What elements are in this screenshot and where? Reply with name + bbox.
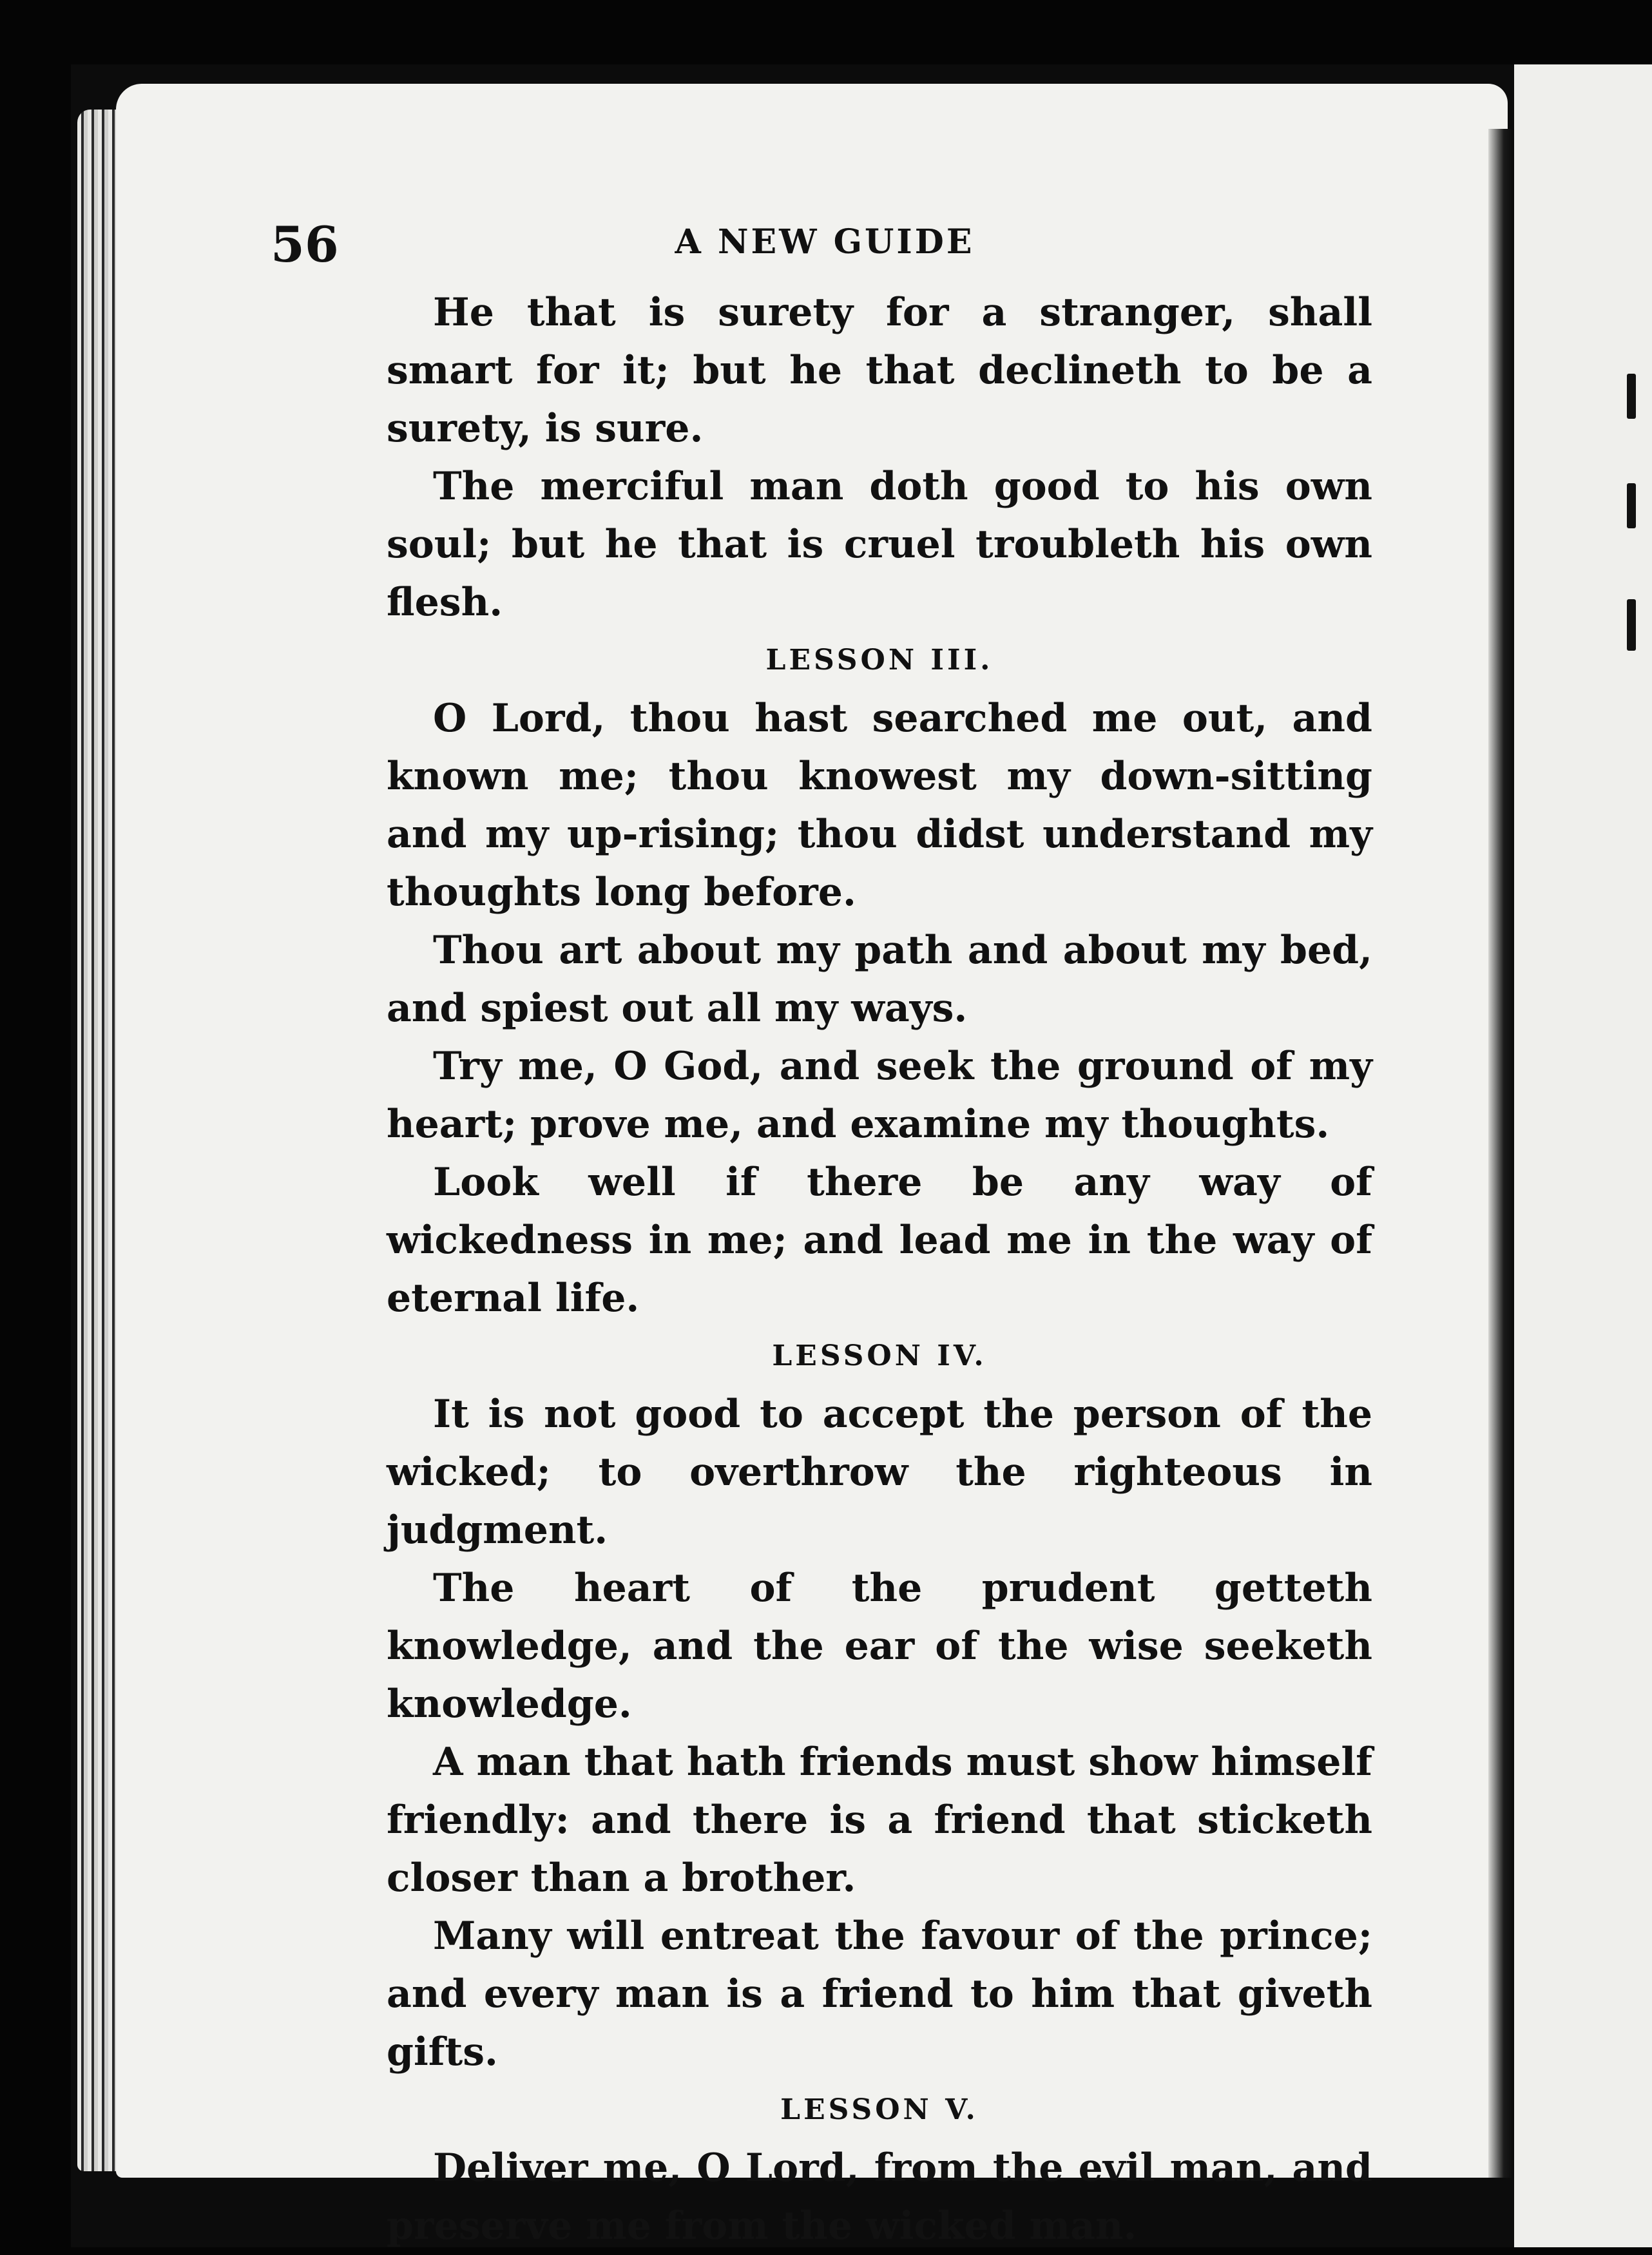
paragraph: Thou art about my path and about my bed, and spiest out all my ways. xyxy=(387,928,1372,1031)
facing-page-mark xyxy=(1627,483,1636,528)
book-gutter xyxy=(1488,129,1514,2178)
paragraph: It is not good to accept the person of the wicked; to overthrow the righteous in judgment. xyxy=(387,1392,1372,1553)
facing-page-mark xyxy=(1627,374,1636,419)
paragraph: The heart of the prudent getteth knowledge, and the ear of the wise seeketh knowledge. xyxy=(387,1566,1372,1727)
page-number: 56 xyxy=(271,216,339,273)
lesson-heading: LESSON IV. xyxy=(772,1339,987,1372)
paragraph: Many will entreat the favour of the prince; and every man is a friend to him that giveth gifts. xyxy=(387,1914,1372,2075)
paragraph: A man that hath friends must show himself friendly: and there is a friend that sticketh closer than a brother. xyxy=(387,1740,1372,1901)
lesson-heading: LESSON V. xyxy=(780,2093,979,2126)
page-header xyxy=(271,216,1379,273)
page-text xyxy=(387,283,1372,2255)
paragraph: The merciful man doth good to his own soul; but he that is cruel troubleth his own flesh. xyxy=(387,464,1372,625)
facing-page-mark xyxy=(1627,599,1636,651)
paragraph: Try me, O God, and seek the ground of my heart; prove me, and examine my thoughts. xyxy=(387,1044,1372,1147)
paragraph: He that is surety for a stranger, shall smart for it; but he that declineth to be a surety, is sure. xyxy=(387,290,1372,451)
lesson-heading: LESSON III. xyxy=(765,644,994,676)
running-head: A NEW GUIDE xyxy=(675,222,975,262)
paragraph: Deliver me, O Lord, from the evil man, and preserve me from the wicked man. xyxy=(387,2145,1372,2249)
paragraph: Look well if there be any way of wickedness in me; and lead me in the way of eternal life. xyxy=(387,1160,1372,1321)
facing-page xyxy=(1514,64,1652,2247)
paragraph: O Lord, thou hast searched me out, and known me; thou knowest my down-sitting and my up-rising; thou didst understand my thoughts long before. xyxy=(387,696,1372,915)
